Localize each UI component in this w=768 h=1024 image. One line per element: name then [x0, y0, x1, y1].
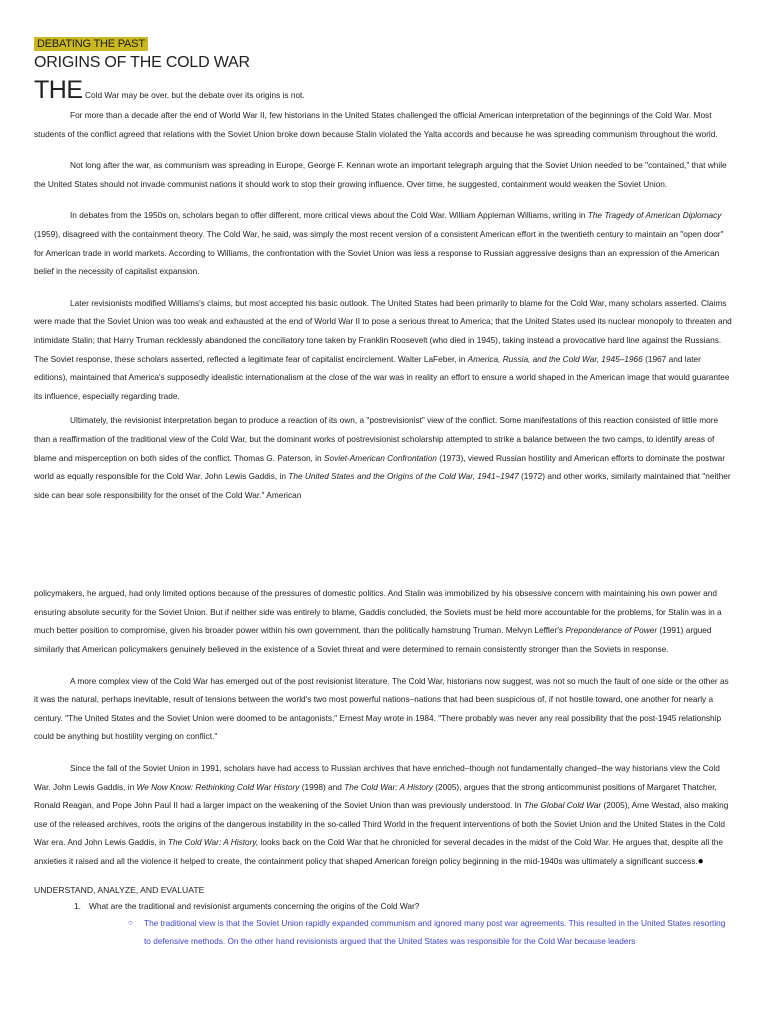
article — [34, 34, 734, 950]
text-run: Ultimately, the revisionist interpretation began to produce a reaction of its own, a "postrevisionist" view of the conflict. Some manifestations of this reaction consisted of little more than a reaffirmation of the traditional view of the Cold War, but the dominant works of postrevisionist scholarship attempted to strike a balance between the two camps, to identify areas of blame and misperception on both sides of the conflict. Thomas G. Paterson, in — [34, 415, 719, 463]
answer-item — [74, 914, 734, 950]
book-title: The Cold War: A History — [344, 781, 433, 792]
text-run: In debates from the 1950s on, scholars began to offer different, more critical views about the Cold War. William Appleman Williams, writing in — [70, 210, 588, 221]
drop-cap: THE — [34, 76, 83, 104]
text-run: (1959), disagreed with the containment theory. The Cold War, he said, was simply the most recent version of a consistent American effort in the twentieth century to maintain an "open door" for American trade in world markets. According to Williams, the confrontation with the Soviet Union was less a response to Russian aggressive designs than an expression of the American belief in the necessity of capitalist expansion. — [34, 228, 724, 277]
page-title: ORIGINS OF THE COLD WAR — [34, 54, 250, 71]
book-title: The Cold War: A History, — [167, 837, 259, 848]
lead-text: Cold War may be over, but the debate over its origins is not. — [85, 90, 305, 100]
book-title: America, Russia, and the Cold War, 1945–1966 — [467, 353, 643, 364]
book-title: The Tragedy of American Diplomacy — [587, 210, 722, 221]
question-text: What are the traditional and revisionist arguments concerning the origins of the Cold War? — [89, 900, 420, 911]
text-run: (1991) argued similarly that American policymakers genuinely believed in the existence of a Soviet threat and were determined to remain consistently stronger than the Soviets in response. — [34, 625, 712, 655]
header — [34, 34, 734, 72]
paragraph-8 — [34, 759, 734, 872]
book-title: Soviet-American Confrontation — [323, 452, 437, 463]
question-list — [34, 899, 734, 950]
text-run: (1967 and later editions), maintained that America's supposedly idealistic internationalism at the close of the war was in reality an effort to ensure a world shaped in the American image that would guarantee its influence, especially regarding trade. — [34, 353, 730, 401]
section-tag: DEBATING THE PAST — [34, 37, 148, 51]
text-run: Later revisionists modified Williams's claims, but most accepted his basic outlook. The United States had been primarily to blame for the Cold War, many scholars asserted. Claims were made that the Soviet Union was too weak and exhausted at the end of World War II to pose a serious threat to America; that the United States used its nuclear monopoly to threaten and intimidate Stalin; that Harry Truman recklessly abandoned the conciliatory tone taken by Franklin Roosevelt (who died in 1945), taking instead a provocative hard line against the Russians. The Soviet response, these scholars asserted, reflected a legitimate fear of capitalist encirclement. Walter LaFeber, in — [34, 297, 732, 364]
text-run: (1973), viewed Russian hostility and American efforts to dominate the postwar world as equally responsible for the Cold War. John Lewis Gaddis, in — [34, 452, 726, 482]
text-run: (2005), argues that the strong anticommunist positions of Margaret Thatcher, Ronald Reagan, and Pope John Paul II had a larger impact on the weakening of the Soviet Union than was previously understood. In — [34, 781, 717, 811]
book-title: We Now Know: Rethinking Cold War History — [136, 781, 300, 792]
section-heading: UNDERSTAND, ANALYZE, AND EVALUATE — [34, 884, 205, 895]
hollow-bullet-icon: ○ — [128, 917, 133, 927]
book-title: The Global Cold War — [523, 800, 602, 811]
text-run: looks back on the Cold War that he chronicled for several decades in the midst of the Cold War. He argues that, despite all the anxieties it raised and all the violence it helped to create, the containment policy that shaped American foreign policy beginning in the mid-1940s was ultimately a significant success. — [34, 837, 723, 866]
book-title: The United States and the Origins of the Cold War, 1941–1947 — [288, 471, 519, 482]
text-run: Since the fall of the Soviet Union in 1991, scholars have had access to Russian archives that have enriched–though not fundamentally changed–the way historians view the Cold War. John Lewis Gaddis, in — [34, 763, 720, 792]
book-title: Preponderance of Power — [565, 625, 658, 636]
answer-text: The traditional view is that the Soviet Union rapidly expanded communism and ignored many post war agreements. This resulted in the United States resorting to defensive methods. On the other hand revisionists argued that the United States was responsible for the Cold War because leaders — [144, 917, 726, 946]
answer-list — [74, 914, 734, 950]
paragraph-4 — [34, 294, 734, 406]
paragraph-6 — [34, 584, 734, 658]
text-run: (1972) and other works, similarly maintained that "neither side can bear sole responsibility for the onset of the Cold War." American — [34, 471, 731, 500]
paragraph-3 — [34, 206, 734, 280]
question-number: 1. — [74, 900, 81, 911]
paragraph-2: Not long after the war, as communism was spreading in Europe, George F. Kennan wrote an important telegraph arguing that the Soviet Union needed to be "contained," that while the United States should not invade communist nations it should work to stop their growing influence. Over time, he suggested, containment would weaken the Soviet Union. — [34, 160, 727, 189]
text-run: (2005), Arne Westad, also making use of the released archives, roots the origins of the dangerous instability in the so-called Third World in the frequent interventions of both the Soviet Union and the United States in the Cold War era. And John Lewis Gaddis, in — [34, 800, 729, 848]
paragraph-1: For more than a decade after the end of World War II, few historians in the United States challenged the official American interpretation of the beginnings of the Cold War. Most students of the conflict agreed that relations with the Soviet Union broke down because Stalin violated the Yalta accords and because he was spreading communism throughout the world. — [34, 110, 718, 139]
paragraph-7: A more complex view of the Cold War has emerged out of the post revisionist literature. The Cold War, historians now suggest, was not so much the fault of one side or the other as it was the natural, perhaps inevitable, result of tensions between the world's two most powerful nations–nations that had been suspicious of, if not hostile toward, one another for nearly a century. "The United States and the Soviet Union were doomed to be antagonists," Ernest May wrote in 1984. "There probably was never any real possibility that the post-1945 relationship could be anything but hostility verging on conflict." — [34, 675, 729, 742]
paragraph-5 — [34, 411, 734, 504]
question-item — [34, 899, 734, 950]
page-break-gap — [34, 517, 734, 584]
text-run: policymakers, he argued, had only limited options because of the pressures of domestic politics. And Stalin was immobilized by his obsessive concern with maintaining his own power and ensuring absolute security for the Soviet Union. But if neither side was entirely to blame, Gaddis concluded, the Soviets must be held more accountable for the problems, for Stalin was in a much better position to compromise, given his broader power within his own government, than the politically hamstrung Truman. Melvyn Leffler's — [34, 588, 722, 636]
lead-line — [34, 78, 734, 106]
text-run: (1998) and — [299, 781, 345, 792]
end-mark-icon: ● — [697, 856, 704, 867]
